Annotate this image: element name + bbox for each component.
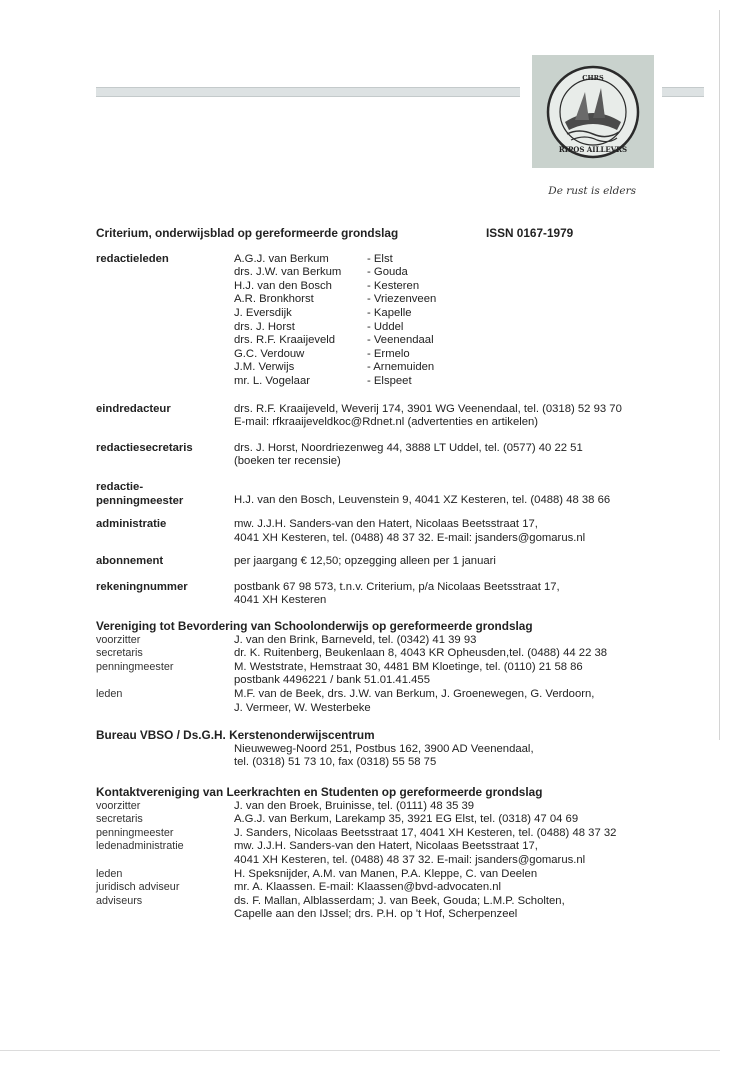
role-line: J. van den Broek, Bruinisse, tel. (0111) 48 35 39 [234, 799, 475, 812]
redactiesecretaris-label: redactiesecretaris [96, 441, 193, 454]
penningmeester-value: H.J. van den Bosch, Leuvenstein 9, 4041 XZ Kesteren, tel. (0488) 48 38 66 [234, 493, 611, 506]
role-label: adviseurs [96, 894, 143, 907]
editor-name: J.M. Verwijs [234, 361, 295, 374]
issn: ISSN 0167-1979 [486, 226, 574, 240]
role-value [234, 827, 666, 841]
publication-title: Criterium, onderwijsblad op gereformeerde grondslag [96, 226, 399, 240]
note-line: (boeken ter recensie) [234, 455, 341, 468]
kvls-row [96, 881, 666, 895]
editor-name: G.C. Verdouw [234, 347, 305, 360]
redactieleden-label: redactieleden [96, 252, 169, 265]
seal-top-text: CHRS [582, 73, 604, 82]
kvls-section [96, 786, 666, 922]
publication-title-row [96, 227, 666, 241]
editor-line [234, 266, 666, 280]
editor-line [234, 307, 666, 321]
editor-name: drs. R.F. Kraaijeveld [234, 334, 336, 347]
eindredacteur-row [96, 403, 666, 430]
eindredacteur-value [234, 403, 666, 430]
motto: De rust is elders [548, 185, 636, 197]
kvls-row [96, 840, 666, 867]
role-label: juridisch adviseur [96, 881, 180, 894]
redactiesecretaris-row [96, 442, 666, 469]
kvls-row [96, 800, 666, 814]
role-line: M. Weststrate, Hemstraat 30, 4481 BM Kloetinge, tel. (0110) 21 58 86 [234, 660, 583, 673]
editor-line [234, 361, 666, 375]
email-line: E-mail: rfkraaijeveldkoc@Rdnet.nl (advertenties en artikelen) [234, 416, 539, 429]
penningmeester-label-line1: redactie- [96, 480, 144, 493]
editor-line [234, 280, 666, 294]
bureau-section [96, 729, 666, 770]
eindredacteur-label: eindredacteur [96, 402, 171, 415]
rekeningnummer-value [234, 581, 666, 608]
header-decor-line-right [662, 87, 704, 97]
address-line: 4041 XH Kesteren, tel. (0488) 48 37 32. E-mail: jsanders@gomarus.nl [234, 531, 586, 544]
vbso-section [96, 620, 666, 715]
administratie-value [234, 518, 666, 545]
editor-place: - Gouda [367, 266, 408, 279]
bureau-heading: Bureau VBSO / Ds.G.H. Kerstenonderwijscentrum [96, 728, 375, 743]
role-label: penningmeester [96, 660, 174, 673]
role-value [234, 688, 666, 715]
role-value [234, 881, 666, 895]
role-line: Capelle aan den IJssel; drs. P.H. op 't Hof, Scherpenzeel [234, 908, 518, 921]
vbso-heading: Vereniging tot Bevordering van Schoolonderwijs op gereformeerde grondslag [96, 619, 533, 634]
vbso-row [96, 661, 666, 688]
seal-bottom-text: RIPOS AILLEVRS [558, 144, 628, 154]
editor-place: - Kesteren [367, 279, 420, 292]
editor-line [234, 321, 666, 335]
role-line: dr. K. Ruitenberg, Beukenlaan 8, 4043 KR Opheusden,tel. (0488) 44 22 38 [234, 647, 608, 660]
address-line: mw. J.J.H. Sanders-van den Hatert, Nicolaas Beetsstraat 17, [234, 518, 538, 531]
phone-line: tel. (0318) 51 73 10, fax (0318) 55 58 75 [234, 756, 437, 769]
role-line: J. Sanders, Nicolaas Beetsstraat 17, 4041 XH Kesteren, tel. (0488) 48 37 32 [234, 826, 617, 839]
editor-place: - Vriezenveen [367, 293, 437, 306]
account-line: postbank 67 98 573, t.n.v. Criterium, p/a Nicolaas Beetsstraat 17, [234, 580, 560, 593]
seal-logo [532, 55, 654, 168]
role-line: ds. F. Mallan, Alblasserdam; J. van Beek, Gouda; L.M.P. Scholten, [234, 894, 565, 907]
editor-name: drs. J. Horst [234, 320, 295, 333]
role-line: mw. J.J.H. Sanders-van den Hatert, Nicolaas Beetsstraat 17, [234, 840, 538, 853]
bureau-row [96, 743, 666, 770]
redactieleden-row [96, 253, 666, 389]
role-line: J. Vermeer, W. Westerbeke [234, 701, 371, 714]
role-value [234, 634, 666, 648]
editor-name: drs. J.W. van Berkum [234, 266, 342, 279]
role-label: leden [96, 867, 123, 880]
administratie-label: administratie [96, 518, 167, 531]
role-line: M.F. van de Beek, drs. J.W. van Berkum, J. Groenewegen, G. Verdoorn, [234, 688, 595, 701]
spacer [96, 743, 234, 770]
editor-place: - Veenendaal [367, 334, 434, 347]
kvls-row [96, 827, 666, 841]
role-label: voorzitter [96, 799, 141, 812]
role-label: penningmeester [96, 826, 174, 839]
seal-emblem-icon [545, 64, 641, 160]
role-value [234, 661, 666, 688]
role-label: secretaris [96, 813, 143, 826]
administratie-row [96, 518, 666, 545]
redactieleden-list [234, 253, 666, 389]
kvls-row [96, 868, 666, 882]
role-label: voorzitter [96, 633, 141, 646]
role-line: 4041 XH Kesteren, tel. (0488) 48 37 32. E-mail: jsanders@gomarus.nl [234, 853, 586, 866]
account-line: 4041 XH Kesteren [234, 594, 327, 607]
role-label: leden [96, 688, 123, 701]
editor-name: A.R. Bronkhorst [234, 293, 314, 306]
penningmeester-label [96, 481, 234, 508]
penningmeester-row [96, 481, 666, 508]
header-decor-line [96, 87, 520, 97]
kvls-row [96, 895, 666, 922]
address-line: Nieuweweg-Noord 251, Postbus 162, 3900 AD Veenendaal, [234, 742, 534, 755]
address-line: drs. J. Horst, Noordriezenweg 44, 3888 LT Uddel, tel. (0577) 40 22 51 [234, 441, 583, 454]
vbso-row [96, 647, 666, 661]
editor-place: - Kapelle [367, 306, 412, 319]
role-value [234, 800, 666, 814]
penningmeester-label-line2: penningmeester [96, 494, 184, 507]
role-label: ledenadministratie [96, 840, 184, 853]
editor-name: J. Eversdijk [234, 306, 292, 319]
editor-place: - Elst [367, 252, 393, 265]
role-label: secretaris [96, 647, 143, 660]
role-line: H. Speksnijder, A.M. van Manen, P.A. Kleppe, C. van Deelen [234, 867, 538, 880]
rekeningnummer-row [96, 581, 666, 608]
page-edge-line [719, 10, 720, 740]
editor-name: A.G.J. van Berkum [234, 252, 329, 265]
role-value [234, 868, 666, 882]
role-line: A.G.J. van Berkum, Larekamp 35, 3921 EG Elst, tel. (0318) 47 04 69 [234, 813, 579, 826]
role-line: mr. A. Klaassen. E-mail: Klaassen@bvd-advocaten.nl [234, 881, 502, 894]
vbso-row [96, 688, 666, 715]
editor-place: - Uddel [367, 320, 404, 333]
role-value [234, 840, 666, 867]
colophon [96, 227, 666, 931]
editor-name: mr. L. Vogelaar [234, 374, 310, 387]
abonnement-row [96, 555, 666, 569]
kvls-heading: Kontaktvereniging van Leerkrachten en Studenten op gereformeerde grondslag [96, 785, 543, 799]
redactiesecretaris-value [234, 442, 666, 469]
abonnement-label: abonnement [96, 555, 164, 568]
footer-line [0, 1050, 720, 1051]
role-line: J. van den Brink, Barneveld, tel. (0342) 41 39 93 [234, 633, 477, 646]
role-value [234, 895, 666, 922]
address-line: drs. R.F. Kraaijeveld, Weverij 174, 3901 WG Veenendaal, tel. (0318) 52 93 70 [234, 402, 622, 415]
editor-line [234, 253, 666, 267]
editor-place: - Elspeet [367, 374, 412, 387]
editor-line [234, 375, 666, 389]
editor-line [234, 293, 666, 307]
vbso-row [96, 634, 666, 648]
editor-place: - Arnemuiden [367, 361, 435, 374]
editor-name: H.J. van den Bosch [234, 279, 332, 292]
abonnement-value: per jaargang € 12,50; opzegging alleen per 1 januari [234, 555, 496, 568]
kvls-row [96, 813, 666, 827]
role-value [234, 813, 666, 827]
editor-place: - Ermelo [367, 347, 410, 360]
editor-line [234, 334, 666, 348]
role-line: postbank 4496221 / bank 51.01.41.455 [234, 674, 430, 687]
rekeningnummer-label: rekeningnummer [96, 580, 188, 593]
role-value [234, 647, 666, 661]
bureau-address [234, 743, 666, 770]
editor-line [234, 348, 666, 362]
